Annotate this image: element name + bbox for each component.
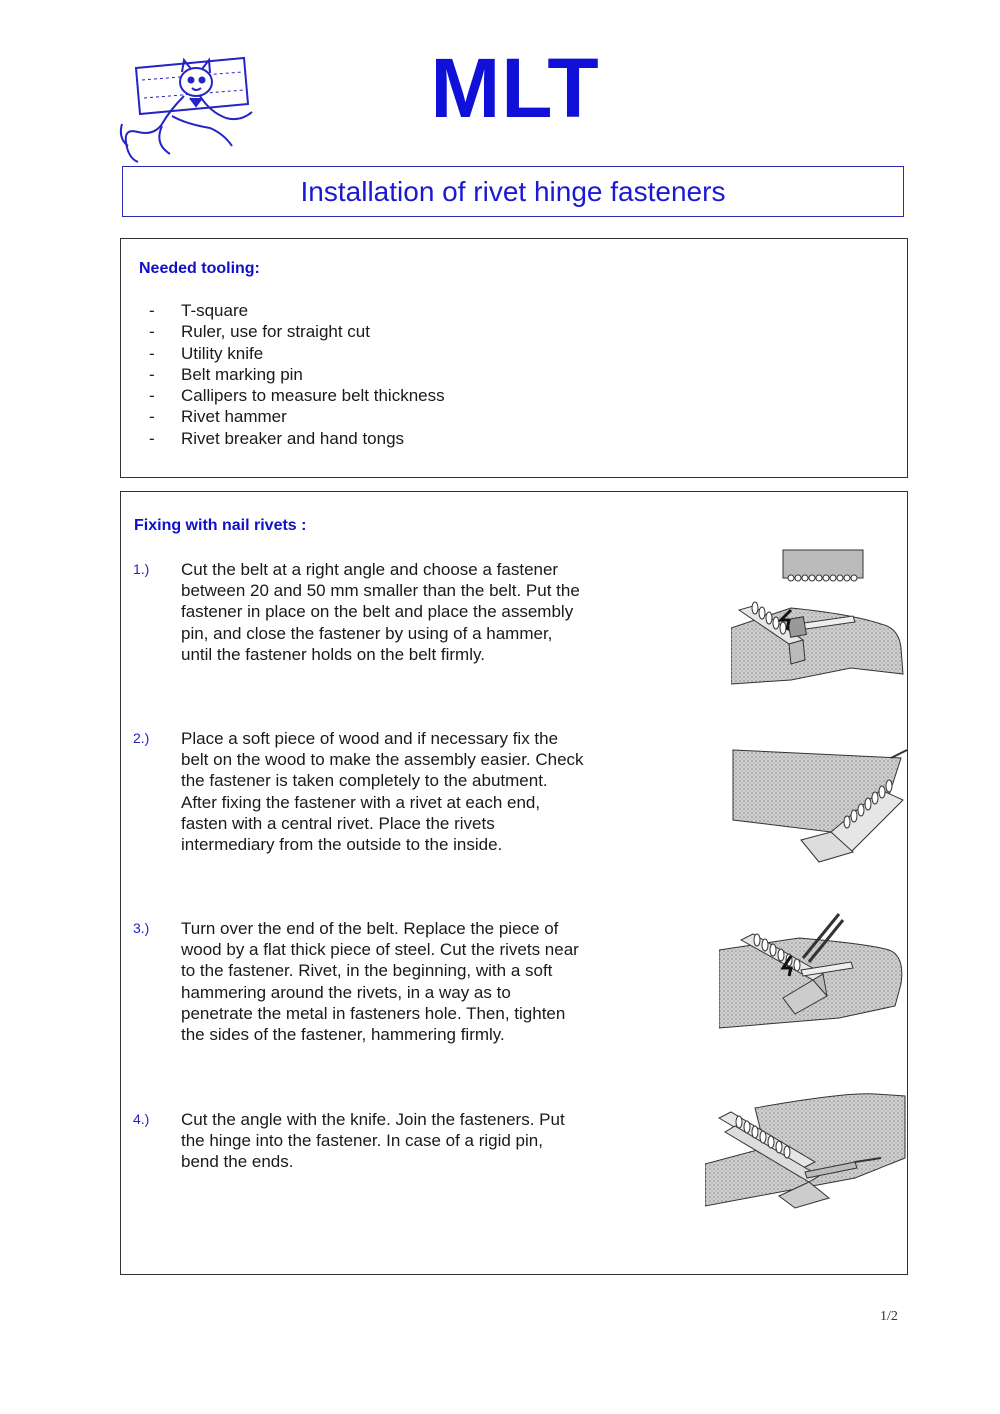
step-4-illustration	[705, 1088, 909, 1218]
step-number: 4.)	[133, 1111, 150, 1127]
step-line: between 20 and 50 mm smaller than the belt. Put the	[181, 581, 580, 601]
step-text	[181, 918, 641, 1045]
page-title: Installation of rivet hinge fasteners	[300, 176, 726, 207]
fixing-section	[120, 491, 908, 1275]
list-item: - Rivet breaker and hand tongs	[149, 428, 405, 448]
step-line: After fixing the fastener with a rivet at each end,	[181, 792, 541, 812]
tooling-list	[149, 300, 445, 449]
list-item: - Rivet hammer	[149, 407, 287, 427]
title-box	[122, 166, 904, 217]
step-3-illustration	[719, 910, 909, 1038]
step-line: hammering around the rivets, in a way as to	[181, 982, 511, 1002]
fixing-heading: Fixing with nail rivets :	[134, 517, 307, 534]
step-line: intermediary from the outside to the inside.	[181, 835, 503, 855]
step-line: the hinge into the fastener. In case of a rigid pin,	[181, 1131, 543, 1151]
step-line: pin, and close the fastener by using of a hammer,	[181, 623, 553, 643]
step-line: Turn over the end of the belt. Replace the piece of	[181, 919, 559, 938]
list-item-label: Rivet hammer	[181, 407, 287, 427]
tooling-section	[120, 238, 908, 478]
step-line: Place a soft piece of wood and if necessary fix the	[181, 729, 559, 748]
step-line: the sides of the fastener, hammering firmly.	[181, 1025, 505, 1045]
list-item-label: T-square	[181, 301, 249, 320]
cat-logo	[114, 54, 264, 170]
step-number: 1.)	[133, 561, 150, 577]
list-item-label: Belt marking pin	[181, 364, 303, 384]
page-number: 1/2	[880, 1309, 898, 1324]
list-item-label: Utility knife	[181, 343, 264, 363]
step-1-illustration	[731, 548, 911, 690]
list-item-label: Callipers to measure belt thickness	[181, 386, 445, 406]
step-text	[181, 728, 641, 855]
step-line: fasten with a central rivet. Place the rivets	[181, 813, 495, 833]
step-line: bend the ends.	[181, 1152, 294, 1172]
list-item-label: Rivet breaker and hand tongs	[181, 428, 405, 448]
list-item: - Utility knife	[149, 343, 264, 363]
list-item: - Belt marking pin	[149, 364, 303, 384]
step-line: belt on the wood to make the assembly easier. Check	[181, 750, 584, 770]
step-line: the fastener is taken completely to the abutment.	[181, 771, 548, 791]
tooling-heading: Needed tooling:	[139, 260, 260, 277]
list-item: - Ruler, use for straight cut	[149, 322, 370, 342]
list-item: - Callipers to measure belt thickness	[149, 386, 445, 406]
step-line: Cut the belt at a right angle and choose a fastener	[181, 560, 559, 579]
list-item-label: Ruler, use for straight cut	[181, 322, 370, 342]
step-text	[181, 1109, 641, 1173]
step-line: until the fastener holds on the belt firmly.	[181, 644, 485, 664]
step-line: fastener in place on the belt and place the assembly	[181, 602, 574, 622]
step-line: wood by a flat thick piece of steel. Cut the rivets near	[181, 940, 579, 960]
step-line: penetrate the metal in fasteners hole. Then, tighten	[181, 1003, 566, 1023]
step-number: 3.)	[133, 920, 150, 936]
brand-name: MLT	[430, 41, 600, 135]
step-text	[181, 559, 641, 665]
step-line: to the fastener. Rivet, in the beginning, with a soft	[181, 961, 553, 981]
step-line: Cut the angle with the knife. Join the fasteners. Put	[181, 1110, 565, 1129]
list-item: - T-square	[149, 301, 249, 320]
step-number: 2.)	[133, 730, 150, 746]
step-2-illustration	[731, 740, 911, 868]
